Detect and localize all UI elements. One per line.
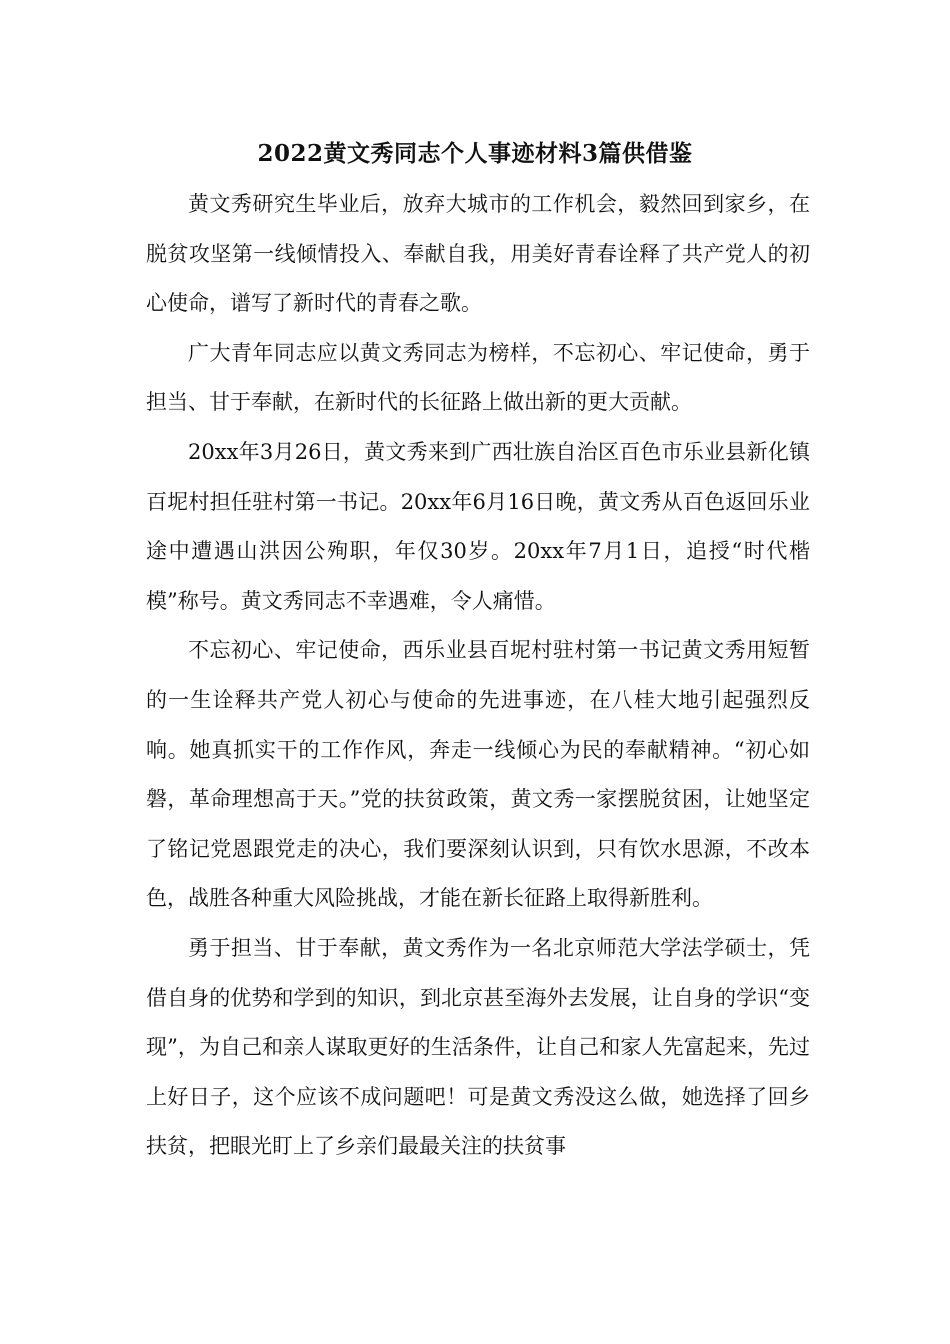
document-body: [146, 180, 810, 1172]
paragraph-1: 黄文秀研究生毕业后，放弃大城市的工作机会，毅然回到家乡，在脱贫攻坚第一线倾情投入、奉献自我，用美好青春诠释了共产党人的初心使命，谱写了新时代的青春之歌。: [146, 192, 810, 316]
paragraph-4: 不忘初心、牢记使命，西乐业县百坭村驻村第一书记黄文秀用短暂的一生诠释共产党人初心与使命的先进事迹，在八桂大地引起强烈反响。她真抓实干的工作作风，奔走一线倾心为民的奉献精神。“初心如磐，革命理想高于天。”党的扶贫政策，黄文秀一家摆脱贫困，让她坚定了铭记党恩跟党走的决心，我们要深刻认识到，只有饮水思源，不改本色，战胜各种重大风险挑战，才能在新长征路上取得新胜利。: [146, 638, 810, 911]
paragraph-3: 20xx年3月26日，黄文秀来到广西壮族自治区百色市乐业县新化镇百坭村担任驻村第一书记。20xx年6月16日晚，黄文秀从百色返回乐业途中遭遇山洪因公殉职，年仅30岁。20xx年7月1日，追授“时代楷模”称号。黄文秀同志不幸遇难，令人痛惜。: [146, 439, 810, 613]
paragraph-2: 广大青年同志应以黄文秀同志为榜样，不忘初心、牢记使命，勇于担当、甘于奉献，在新时代的长征路上做出新的更大贡献。: [146, 340, 810, 415]
document-title: 2022黄文秀同志个人事迹材料3篇供借鉴: [257, 140, 693, 167]
paragraph-5: 勇于担当、甘于奉献，黄文秀作为一名北京师范大学法学硕士，凭借自身的优势和学到的知识，到北京甚至海外去发展，让自身的学识“变现”，为自己和亲人谋取更好的生活条件，让自己和家人先富起来，先过上好日子，这个应该不成问题吧！可是黄文秀没这么做，她选择了回乡扶贫，把眼光盯上了乡亲们最最关注的扶贫事: [146, 935, 810, 1159]
